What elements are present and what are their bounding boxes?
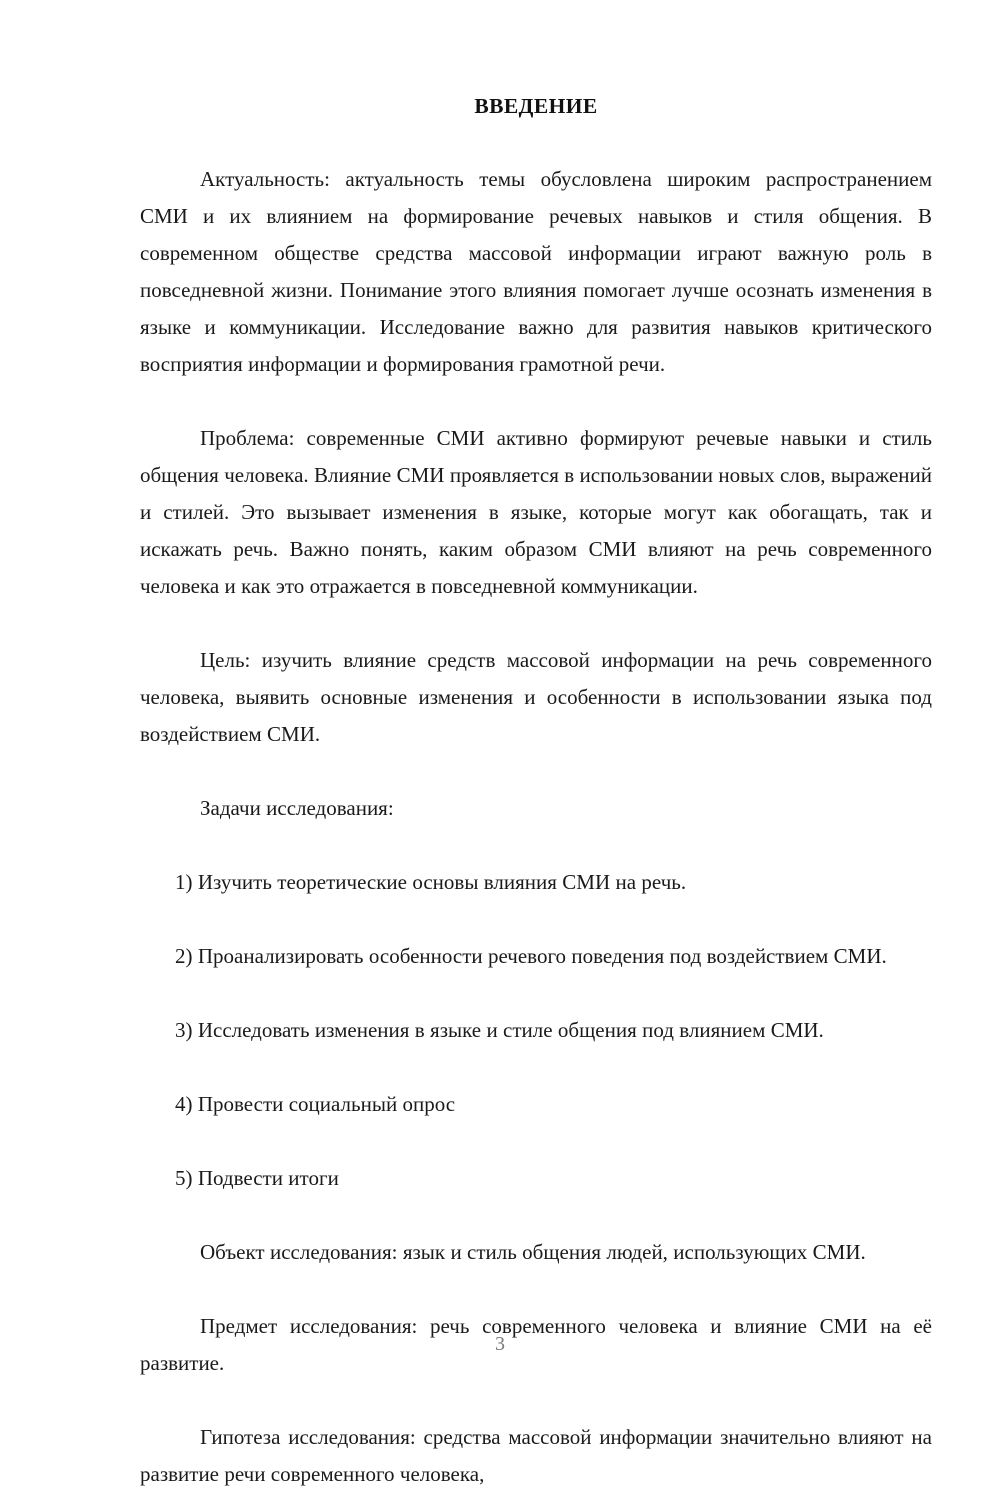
- paragraph-gipoteza: Гипотеза исследования: средства массовой информации значительно влияют на развитие речи современного человека,: [140, 1425, 932, 1486]
- page-title: ВВЕДЕНИЕ: [474, 94, 598, 118]
- list-item-zadacha-1: 1) Изучить теоретические основы влияния СМИ на речь.: [175, 870, 687, 894]
- list-item-zadacha-5: 5) Подвести итоги: [175, 1166, 339, 1190]
- page-number: 3: [495, 1333, 505, 1355]
- paragraph-predmet: Предмет исследования: речь современного человека и влияние СМИ на её развитие.: [140, 1314, 932, 1375]
- list-item-zadacha-2: 2) Проанализировать особенности речевого поведения под воздействием СМИ.: [175, 944, 887, 968]
- paragraph-problema: Проблема: современные СМИ активно формируют речевые навыки и стиль общения человека. Влияние СМИ проявляется в использовании новых слов, выражений и стилей. Это вызывает изменения в языке, которые могут как обогащать, так и искажать речь. Важно понять, каким образом СМИ влияют на речь современного человека и как это отражается в повседневной коммуникации.: [140, 426, 932, 598]
- list-item-zadacha-3: 3) Исследовать изменения в языке и стиле общения под влиянием СМИ.: [175, 1018, 824, 1042]
- paragraph-obekt: Объект исследования: язык и стиль общения людей, использующих СМИ.: [200, 1240, 866, 1264]
- document-content: [140, 88, 932, 1493]
- list-item-zadacha-4: 4) Провести социальный опрос: [175, 1092, 456, 1116]
- paragraph-aktualnost: Актуальность: актуальность темы обусловлена широким распространением СМИ и их влиянием на формирование речевых навыков и стиля общения. В современном обществе средства массовой информации играют важную роль в повседневной жизни. Понимание этого влияния помогает лучше осознать изменения в языке и коммуникации. Исследование важно для развития навыков критического восприятия информации и формирования грамотной речи.: [140, 167, 932, 376]
- paragraph-zadachi-header: Задачи исследования:: [200, 796, 394, 820]
- paragraph-cel: Цель: изучить влияние средств массовой информации на речь современного человека, выявить основные изменения и особенности в использовании языка под воздействием СМИ.: [140, 648, 932, 746]
